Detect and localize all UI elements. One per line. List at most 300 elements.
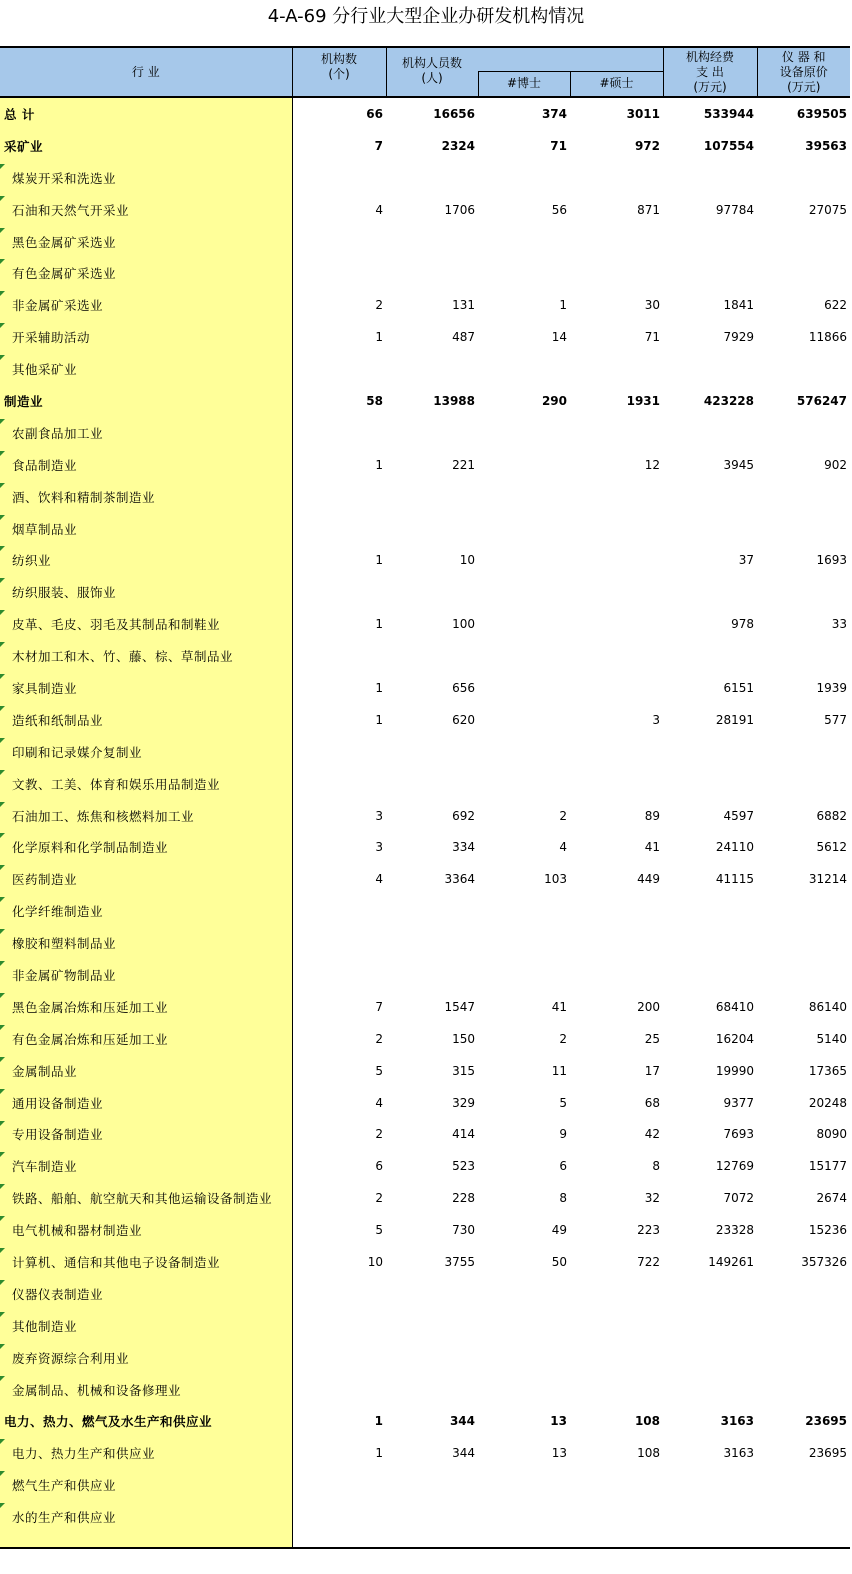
staff-cell: 131 bbox=[452, 298, 475, 313]
institutions-cell bbox=[292, 768, 386, 800]
table-row bbox=[0, 1087, 850, 1119]
institutions-cell bbox=[292, 1342, 386, 1374]
industry-name-cell bbox=[0, 1469, 292, 1501]
staff-cell bbox=[386, 1342, 478, 1374]
industry-name-cell bbox=[0, 672, 292, 704]
industry-name-cell bbox=[0, 576, 292, 608]
phd-cell bbox=[478, 481, 570, 513]
table-row bbox=[0, 449, 850, 481]
phd-cell bbox=[478, 449, 570, 481]
institutions-cell bbox=[292, 1501, 386, 1533]
industry-name-cell bbox=[0, 831, 292, 863]
institutions-cell: 7 bbox=[374, 138, 383, 153]
masters-cell: 71 bbox=[644, 330, 660, 345]
equipment-cell: 8090 bbox=[816, 1127, 847, 1142]
expenditure-cell: 3945 bbox=[723, 457, 754, 472]
expenditure-cell: 97784 bbox=[715, 202, 754, 217]
green-corner-marker-icon bbox=[0, 642, 5, 647]
expenditure-cell: 7929 bbox=[723, 330, 754, 345]
institutions-cell: 1 bbox=[375, 617, 383, 632]
institutions-cell: 1 bbox=[375, 1446, 383, 1461]
institutions-cell bbox=[292, 1374, 386, 1406]
table-row bbox=[0, 736, 850, 768]
table-row bbox=[0, 1406, 850, 1438]
staff-cell: 10 bbox=[459, 553, 475, 568]
industry-name: 木材加工和木、竹、藤、棕、草制品业 bbox=[12, 649, 234, 665]
equipment-cell bbox=[757, 1374, 850, 1406]
institutions-cell: 4 bbox=[375, 202, 383, 217]
phd-cell: 49 bbox=[551, 1223, 567, 1238]
expenditure-cell: 1841 bbox=[723, 298, 754, 313]
industry-name: 燃气生产和供应业 bbox=[12, 1478, 117, 1494]
equipment-cell: 576247 bbox=[796, 393, 847, 408]
empty-cell bbox=[757, 1533, 850, 1548]
equipment-cell: 15236 bbox=[808, 1223, 847, 1238]
industry-name: 有色金属冶炼和压延加工业 bbox=[12, 1031, 169, 1047]
equipment-cell bbox=[757, 481, 850, 513]
equipment-cell: 6882 bbox=[816, 808, 847, 823]
green-corner-marker-icon bbox=[0, 451, 5, 456]
phd-cell: 11 bbox=[551, 1063, 567, 1078]
green-corner-marker-icon bbox=[0, 1089, 5, 1094]
phd-cell bbox=[478, 1469, 570, 1501]
staff-cell: 228 bbox=[452, 1191, 475, 1206]
equipment-cell: 5140 bbox=[816, 1031, 847, 1046]
institutions-cell bbox=[292, 353, 386, 385]
expenditure-cell bbox=[663, 1501, 757, 1533]
industry-name: 造纸和纸制品业 bbox=[12, 712, 104, 728]
equipment-cell: 1693 bbox=[816, 553, 847, 568]
phd-cell bbox=[478, 417, 570, 449]
table-row bbox=[0, 1437, 850, 1469]
green-corner-marker-icon bbox=[0, 164, 5, 169]
expenditure-cell: 12769 bbox=[715, 1159, 754, 1174]
empty-cell bbox=[663, 1533, 757, 1548]
institutions-cell: 6 bbox=[375, 1159, 383, 1174]
industry-name-cell bbox=[0, 959, 292, 991]
industry-name-cell bbox=[0, 544, 292, 576]
staff-cell bbox=[386, 1310, 478, 1342]
green-corner-marker-icon bbox=[0, 1216, 5, 1221]
table-header bbox=[0, 47, 850, 97]
industry-name: 仪器仪表制造业 bbox=[12, 1286, 104, 1302]
equipment-cell: 33 bbox=[831, 617, 847, 632]
staff-cell: 221 bbox=[452, 457, 475, 472]
header-phd: #博士 bbox=[478, 71, 570, 97]
industry-name-cell bbox=[0, 162, 292, 194]
phd-cell bbox=[478, 1278, 570, 1310]
masters-cell: 200 bbox=[637, 999, 660, 1014]
industry-name-cell bbox=[0, 1087, 292, 1119]
expenditure-cell: 41115 bbox=[715, 872, 754, 887]
table-row bbox=[0, 1214, 850, 1246]
phd-cell: 2 bbox=[559, 1031, 567, 1046]
expenditure-cell bbox=[663, 513, 757, 545]
expenditure-cell bbox=[663, 226, 757, 258]
green-corner-marker-icon bbox=[0, 993, 5, 998]
data-table-container bbox=[0, 46, 852, 1549]
phd-cell bbox=[478, 895, 570, 927]
industry-name-cell bbox=[0, 1246, 292, 1278]
table-row bbox=[0, 576, 850, 608]
institutions-cell: 2 bbox=[375, 1191, 383, 1206]
phd-cell: 1 bbox=[559, 298, 567, 313]
phd-cell: 13 bbox=[550, 1414, 567, 1429]
green-corner-marker-icon bbox=[0, 228, 5, 233]
industry-name-cell bbox=[0, 1119, 292, 1151]
phd-cell bbox=[478, 1342, 570, 1374]
masters-cell bbox=[570, 736, 663, 768]
equipment-cell bbox=[757, 736, 850, 768]
equipment-cell: 39563 bbox=[805, 138, 847, 153]
industry-name-cell bbox=[0, 1182, 292, 1214]
expenditure-cell: 19990 bbox=[715, 1063, 754, 1078]
expenditure-cell bbox=[663, 257, 757, 289]
green-corner-marker-icon bbox=[0, 419, 5, 424]
equipment-cell: 577 bbox=[824, 712, 847, 727]
staff-cell: 334 bbox=[452, 840, 475, 855]
expenditure-cell: 149261 bbox=[708, 1255, 754, 1269]
institutions-cell bbox=[292, 481, 386, 513]
equipment-cell bbox=[757, 257, 850, 289]
table-row bbox=[0, 1150, 850, 1182]
industry-name: 皮革、毛皮、羽毛及其制品和制鞋业 bbox=[12, 617, 221, 633]
table-row bbox=[0, 1374, 850, 1406]
industry-name: 电气机械和器材制造业 bbox=[12, 1223, 143, 1239]
masters-cell bbox=[570, 1278, 663, 1310]
institutions-cell: 1 bbox=[375, 330, 383, 345]
industry-name: 铁路、船舶、航空航天和其他运输设备制造业 bbox=[12, 1191, 273, 1207]
table-body bbox=[0, 97, 850, 1548]
expenditure-cell: 3163 bbox=[723, 1446, 754, 1461]
institutions-cell: 3 bbox=[375, 840, 383, 855]
masters-cell bbox=[570, 513, 663, 545]
table-footer-spacer bbox=[0, 1533, 850, 1548]
phd-cell bbox=[478, 162, 570, 194]
equipment-cell bbox=[757, 1278, 850, 1310]
equipment-cell: 23695 bbox=[805, 1414, 847, 1429]
industry-name-cell bbox=[0, 1406, 292, 1438]
phd-cell bbox=[478, 576, 570, 608]
masters-cell bbox=[570, 1310, 663, 1342]
expenditure-cell bbox=[663, 1469, 757, 1501]
staff-cell bbox=[386, 640, 478, 672]
expenditure-cell: 7693 bbox=[723, 1127, 754, 1142]
green-corner-marker-icon bbox=[0, 706, 5, 711]
staff-cell: 150 bbox=[452, 1031, 475, 1046]
masters-cell bbox=[570, 895, 663, 927]
industry-name: 石油加工、炼焦和核燃料加工业 bbox=[12, 808, 195, 824]
staff-cell: 3364 bbox=[444, 872, 475, 887]
phd-cell bbox=[478, 768, 570, 800]
institutions-cell: 2 bbox=[375, 298, 383, 313]
masters-cell bbox=[570, 1374, 663, 1406]
expenditure-cell: 7072 bbox=[723, 1191, 754, 1206]
expenditure-cell: 423228 bbox=[703, 393, 754, 408]
staff-cell: 2324 bbox=[441, 138, 475, 153]
masters-cell: 41 bbox=[644, 840, 660, 855]
table-row bbox=[0, 1023, 850, 1055]
institutions-cell: 58 bbox=[366, 393, 383, 408]
industry-name-cell bbox=[0, 513, 292, 545]
masters-cell: 722 bbox=[637, 1255, 660, 1269]
industry-name-cell bbox=[0, 194, 292, 226]
institutions-cell: 1 bbox=[375, 553, 383, 568]
equipment-cell bbox=[757, 1469, 850, 1501]
staff-cell: 1706 bbox=[444, 202, 475, 217]
table-row bbox=[0, 1310, 850, 1342]
empty-cell bbox=[386, 1533, 478, 1548]
phd-cell: 2 bbox=[559, 808, 567, 823]
masters-cell: 449 bbox=[637, 872, 660, 887]
institutions-cell bbox=[292, 1469, 386, 1501]
staff-cell: 16656 bbox=[433, 106, 475, 121]
industry-name-cell bbox=[0, 1023, 292, 1055]
industry-name-cell bbox=[0, 1374, 292, 1406]
masters-cell: 12 bbox=[644, 457, 660, 472]
equipment-cell: 11866 bbox=[808, 330, 847, 345]
expenditure-cell bbox=[663, 162, 757, 194]
industry-name-cell bbox=[0, 130, 292, 162]
table-row bbox=[0, 353, 850, 385]
table-row bbox=[0, 640, 850, 672]
green-corner-marker-icon bbox=[0, 1248, 5, 1253]
masters-cell: 972 bbox=[634, 138, 660, 153]
equipment-cell bbox=[757, 640, 850, 672]
industry-name-cell bbox=[0, 417, 292, 449]
equipment-cell: 639505 bbox=[796, 106, 847, 121]
masters-cell: 68 bbox=[644, 1095, 660, 1110]
table-row bbox=[0, 1342, 850, 1374]
industry-name: 金属制品业 bbox=[12, 1063, 78, 1079]
institutions-cell bbox=[292, 1278, 386, 1310]
table-row bbox=[0, 513, 850, 545]
equipment-cell: 357326 bbox=[801, 1255, 847, 1269]
staff-cell bbox=[386, 417, 478, 449]
masters-cell: 42 bbox=[644, 1127, 660, 1142]
institutions-cell: 4 bbox=[375, 872, 383, 887]
expenditure-cell: 16204 bbox=[715, 1031, 754, 1046]
phd-cell: 9 bbox=[559, 1127, 567, 1142]
masters-cell: 3 bbox=[652, 712, 660, 727]
expenditure-cell: 28191 bbox=[715, 712, 754, 727]
staff-cell bbox=[386, 162, 478, 194]
industry-name-cell bbox=[0, 1533, 292, 1548]
industry-name-cell bbox=[0, 800, 292, 832]
table-row bbox=[0, 608, 850, 640]
phd-cell bbox=[478, 226, 570, 258]
industry-name-cell bbox=[0, 481, 292, 513]
green-corner-marker-icon bbox=[0, 1025, 5, 1030]
green-corner-marker-icon bbox=[0, 196, 5, 201]
staff-cell: 13988 bbox=[433, 393, 475, 408]
staff-cell: 692 bbox=[452, 808, 475, 823]
equipment-cell: 902 bbox=[824, 457, 847, 472]
masters-cell bbox=[570, 417, 663, 449]
green-corner-marker-icon bbox=[0, 610, 5, 615]
green-corner-marker-icon bbox=[0, 961, 5, 966]
expenditure-cell: 107554 bbox=[703, 138, 754, 153]
phd-cell: 50 bbox=[551, 1255, 567, 1269]
green-corner-marker-icon bbox=[0, 865, 5, 870]
empty-cell bbox=[292, 1533, 386, 1548]
industry-name-cell bbox=[0, 1278, 292, 1310]
phd-cell bbox=[478, 1501, 570, 1533]
masters-cell bbox=[570, 1342, 663, 1374]
header-equipment: 仪 器 和 设备原价 (万元) bbox=[757, 47, 850, 97]
institutions-cell: 5 bbox=[375, 1223, 383, 1238]
industry-name: 金属制品、机械和设备修理业 bbox=[12, 1382, 182, 1398]
industry-name-cell bbox=[0, 385, 292, 417]
industry-name-cell bbox=[0, 353, 292, 385]
equipment-cell bbox=[757, 162, 850, 194]
staff-cell: 329 bbox=[452, 1095, 475, 1110]
masters-cell: 108 bbox=[637, 1446, 660, 1461]
institutions-cell: 5 bbox=[375, 1063, 383, 1078]
table-row bbox=[0, 194, 850, 226]
table-row bbox=[0, 895, 850, 927]
industry-name: 农副食品加工业 bbox=[12, 425, 104, 441]
table-row bbox=[0, 672, 850, 704]
staff-cell: 100 bbox=[452, 617, 475, 632]
staff-cell: 315 bbox=[452, 1063, 475, 1078]
masters-cell: 871 bbox=[637, 202, 660, 217]
data-table bbox=[0, 46, 850, 1549]
table-row bbox=[0, 863, 850, 895]
green-corner-marker-icon bbox=[0, 578, 5, 583]
masters-cell bbox=[570, 576, 663, 608]
industry-name-cell bbox=[0, 768, 292, 800]
equipment-cell: 2674 bbox=[816, 1191, 847, 1206]
phd-cell: 14 bbox=[551, 330, 567, 345]
equipment-cell bbox=[757, 226, 850, 258]
phd-cell bbox=[478, 1374, 570, 1406]
table-row bbox=[0, 481, 850, 513]
staff-cell bbox=[386, 1278, 478, 1310]
institutions-cell bbox=[292, 640, 386, 672]
table-row bbox=[0, 1055, 850, 1087]
institutions-cell: 2 bbox=[375, 1127, 383, 1142]
industry-name: 水的生产和供应业 bbox=[12, 1510, 117, 1526]
expenditure-cell bbox=[663, 1342, 757, 1374]
empty-cell bbox=[478, 1533, 570, 1548]
table-row bbox=[0, 417, 850, 449]
industry-name-cell bbox=[0, 1437, 292, 1469]
equipment-cell: 1939 bbox=[816, 680, 847, 695]
industry-name-cell bbox=[0, 1342, 292, 1374]
industry-name-cell bbox=[0, 991, 292, 1023]
empty-cell bbox=[570, 1533, 663, 1548]
staff-cell: 344 bbox=[449, 1414, 475, 1429]
equipment-cell: 23695 bbox=[808, 1446, 847, 1461]
expenditure-cell bbox=[663, 576, 757, 608]
masters-cell bbox=[570, 768, 663, 800]
industry-name: 制造业 bbox=[4, 393, 44, 409]
masters-cell: 17 bbox=[644, 1063, 660, 1078]
green-corner-marker-icon bbox=[0, 802, 5, 807]
industry-name: 废弃资源综合利用业 bbox=[12, 1350, 130, 1366]
equipment-cell: 27075 bbox=[808, 202, 847, 217]
masters-cell bbox=[570, 608, 663, 640]
expenditure-cell: 533944 bbox=[703, 106, 754, 121]
industry-name: 纺织服装、服饰业 bbox=[12, 585, 117, 601]
green-corner-marker-icon bbox=[0, 355, 5, 360]
phd-cell bbox=[478, 608, 570, 640]
green-corner-marker-icon bbox=[0, 770, 5, 775]
institutions-cell: 66 bbox=[366, 106, 383, 121]
masters-cell: 1931 bbox=[626, 393, 660, 408]
masters-cell: 108 bbox=[634, 1414, 660, 1429]
table-row bbox=[0, 97, 850, 130]
staff-cell bbox=[386, 1469, 478, 1501]
expenditure-cell bbox=[663, 1310, 757, 1342]
industry-name-cell bbox=[0, 608, 292, 640]
phd-cell: 5 bbox=[559, 1095, 567, 1110]
equipment-cell bbox=[757, 1342, 850, 1374]
equipment-cell: 622 bbox=[824, 298, 847, 313]
phd-cell bbox=[478, 927, 570, 959]
green-corner-marker-icon bbox=[0, 1471, 5, 1476]
green-corner-marker-icon bbox=[0, 1121, 5, 1126]
expenditure-cell bbox=[663, 1374, 757, 1406]
industry-name: 烟草制品业 bbox=[12, 521, 78, 537]
staff-cell bbox=[386, 927, 478, 959]
equipment-cell bbox=[757, 768, 850, 800]
industry-name-cell bbox=[0, 449, 292, 481]
industry-name-cell bbox=[0, 895, 292, 927]
expenditure-cell bbox=[663, 736, 757, 768]
industry-name: 医药制造业 bbox=[12, 872, 78, 888]
industry-name-cell bbox=[0, 97, 292, 130]
expenditure-cell: 978 bbox=[731, 617, 754, 632]
institutions-cell bbox=[292, 162, 386, 194]
expenditure-cell bbox=[663, 640, 757, 672]
industry-name-cell bbox=[0, 257, 292, 289]
table-row bbox=[0, 704, 850, 736]
industry-name: 文教、工美、体育和娱乐用品制造业 bbox=[12, 776, 221, 792]
institutions-cell bbox=[292, 895, 386, 927]
phd-cell bbox=[478, 959, 570, 991]
page-title: 4-A-69 分行业大型企业办研发机构情况 bbox=[267, 6, 585, 27]
staff-cell bbox=[386, 353, 478, 385]
phd-cell: 4 bbox=[559, 840, 567, 855]
industry-name: 电力、热力、燃气及水生产和供应业 bbox=[4, 1414, 213, 1430]
staff-cell bbox=[386, 1374, 478, 1406]
expenditure-cell bbox=[663, 417, 757, 449]
masters-cell bbox=[570, 927, 663, 959]
institutions-cell bbox=[292, 226, 386, 258]
staff-cell bbox=[386, 257, 478, 289]
masters-cell bbox=[570, 544, 663, 576]
equipment-cell: 86140 bbox=[808, 999, 847, 1014]
table-row bbox=[0, 162, 850, 194]
table-row bbox=[0, 1182, 850, 1214]
expenditure-cell: 24110 bbox=[715, 840, 754, 855]
industry-name: 其他采矿业 bbox=[12, 362, 78, 378]
industry-name-cell bbox=[0, 640, 292, 672]
masters-cell bbox=[570, 226, 663, 258]
phd-cell bbox=[478, 513, 570, 545]
institutions-cell: 7 bbox=[375, 999, 383, 1014]
green-corner-marker-icon bbox=[0, 323, 5, 328]
expenditure-cell bbox=[663, 768, 757, 800]
masters-cell bbox=[570, 162, 663, 194]
table-row bbox=[0, 991, 850, 1023]
table-row bbox=[0, 1119, 850, 1151]
industry-name: 非金属矿采选业 bbox=[12, 298, 104, 314]
equipment-cell: 20248 bbox=[808, 1095, 847, 1110]
green-corner-marker-icon bbox=[0, 1344, 5, 1349]
